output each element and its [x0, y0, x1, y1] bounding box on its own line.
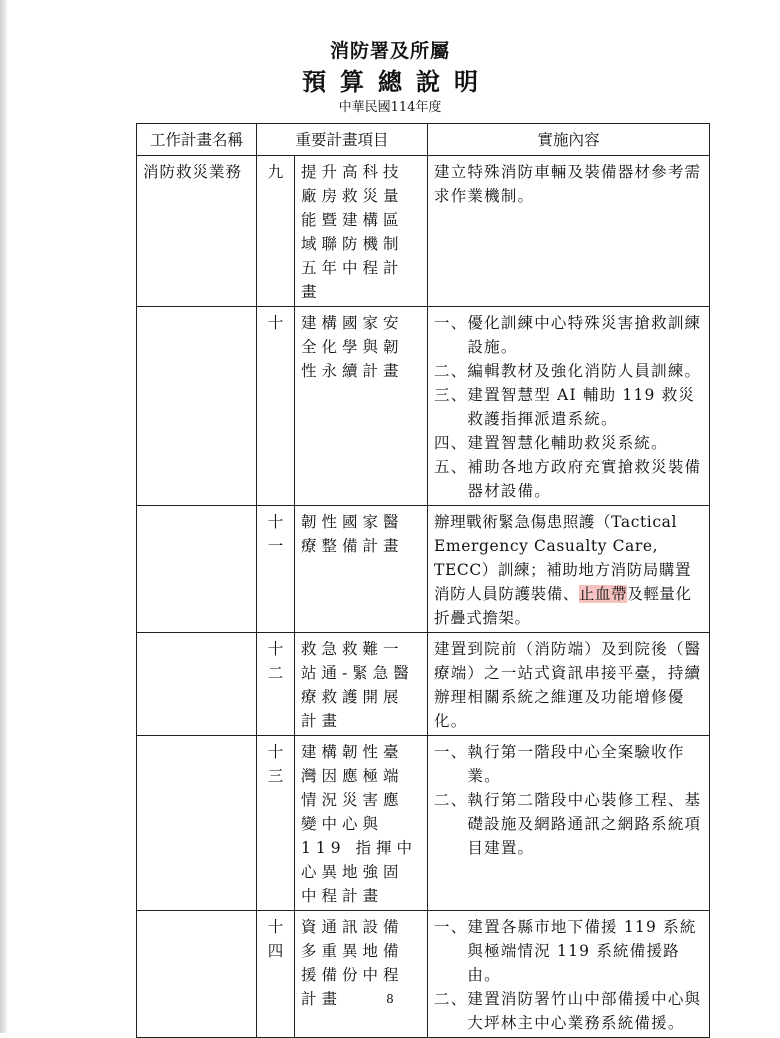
table-row: [137, 633, 710, 736]
page-number: 8: [386, 992, 394, 1006]
work-plan-continued: [137, 307, 257, 506]
table-header-row: [137, 124, 710, 156]
table-row: [137, 156, 710, 307]
project-number: 十二: [257, 633, 295, 736]
item-marker: 一、: [434, 918, 468, 936]
project-name: 救急救難一站通-緊急醫療救護開展計畫: [295, 633, 428, 736]
item-marker: 一、: [434, 314, 468, 332]
project-content: 建立特殊消防車輛及裝備器材參考需求作業機制。: [428, 156, 710, 307]
content-text: 辦理戰術緊急傷患照護（Tactical Emergency Casualty Care, TECC）訓練；補助地方消防局購置消防人員防護裝備、: [434, 513, 692, 603]
list-item: [434, 455, 703, 503]
list-item: [434, 311, 703, 359]
project-name: 資通訊設備多重異地備援備份中程計畫: [295, 911, 428, 1038]
item-marker: 一、: [434, 743, 468, 761]
list-item: [434, 915, 703, 987]
header-content: 實施內容: [428, 124, 710, 156]
item-text: 補助各地方政府充實搶救災裝備器材設備。: [467, 458, 702, 500]
list-item: [434, 359, 703, 383]
document-title: 預算總說明: [302, 67, 492, 96]
item-marker: 四、: [434, 434, 468, 452]
item-text: 執行第二階段中心裝修工程、基礎設施及網路通訊之網路系統項目建置。: [467, 791, 702, 857]
list-item: [434, 383, 703, 431]
project-name: 建構韌性臺灣因應極端情況災害應變中心與 119 指揮中心異地強固中程計畫: [295, 736, 428, 911]
table-row: [137, 911, 710, 1038]
work-plan-continued: [137, 506, 257, 633]
item-text: 編輯教材及強化消防人員訓練。: [467, 362, 702, 380]
work-plan-name: 消防救災業務: [137, 156, 257, 307]
fiscal-year: 中華民國114年度: [338, 100, 442, 115]
work-plan-continued: [137, 911, 257, 1038]
item-text: 建置智慧型 AI 輔助 119 救災救護指揮派遣系統。: [467, 386, 696, 428]
project-name: 建構國家安全化學與韌性永續計畫: [295, 307, 428, 506]
project-content: [428, 506, 710, 633]
item-marker: 五、: [434, 458, 468, 476]
highlighted-text: 止血帶: [578, 585, 628, 603]
work-plan-continued: [137, 736, 257, 911]
project-number: 十四: [257, 911, 295, 1038]
project-number: 十: [257, 307, 295, 506]
item-marker: 二、: [434, 791, 468, 809]
project-number: 九: [257, 156, 295, 307]
project-number: 十一: [257, 506, 295, 633]
table-row: [137, 506, 710, 633]
project-content: 建置到院前（消防端）及到院後（醫療端）之一站式資訊串接平臺，持續辦理相關系統之維運及功能增修優化。: [428, 633, 710, 736]
header-work-plan: 工作計畫名稱: [137, 124, 257, 156]
content-text: 及輕量化折疊式擔架。: [434, 585, 692, 627]
item-text: 建置各縣市地下備援 119 系統與極端情況 119 系統備援路由。: [467, 918, 697, 984]
list-item: [434, 788, 703, 860]
project-content: [428, 911, 710, 1038]
budget-table: [136, 123, 710, 1038]
item-text: 建置消防署竹山中部備援中心與大坪林主中心業務系統備援。: [467, 990, 702, 1032]
list-item: [434, 740, 703, 788]
project-content: [428, 307, 710, 506]
header-project: 重要計畫項目: [257, 124, 428, 156]
item-text: 執行第一階段中心全案驗收作業。: [467, 743, 685, 785]
item-marker: 二、: [434, 362, 468, 380]
item-text: 優化訓練中心特殊災害搶救訓練設施。: [467, 314, 702, 356]
project-content: [428, 736, 710, 911]
work-plan-continued: [137, 633, 257, 736]
table-row: [137, 736, 710, 911]
project-number: 十三: [257, 736, 295, 911]
table-row: [137, 307, 710, 506]
list-item: [434, 431, 703, 455]
item-text: 建置智慧化輔助救災系統。: [467, 434, 668, 452]
item-marker: 二、: [434, 990, 468, 1008]
item-marker: 三、: [434, 386, 468, 404]
project-name: 提升高科技廠房救災量能暨建構區域聯防機制五年中程計畫: [295, 156, 428, 307]
org-title: 消防署及所屬: [329, 40, 450, 62]
project-name: 韌性國家醫療整備計畫: [295, 506, 428, 633]
page-shadow-edge: [0, 0, 7, 1033]
